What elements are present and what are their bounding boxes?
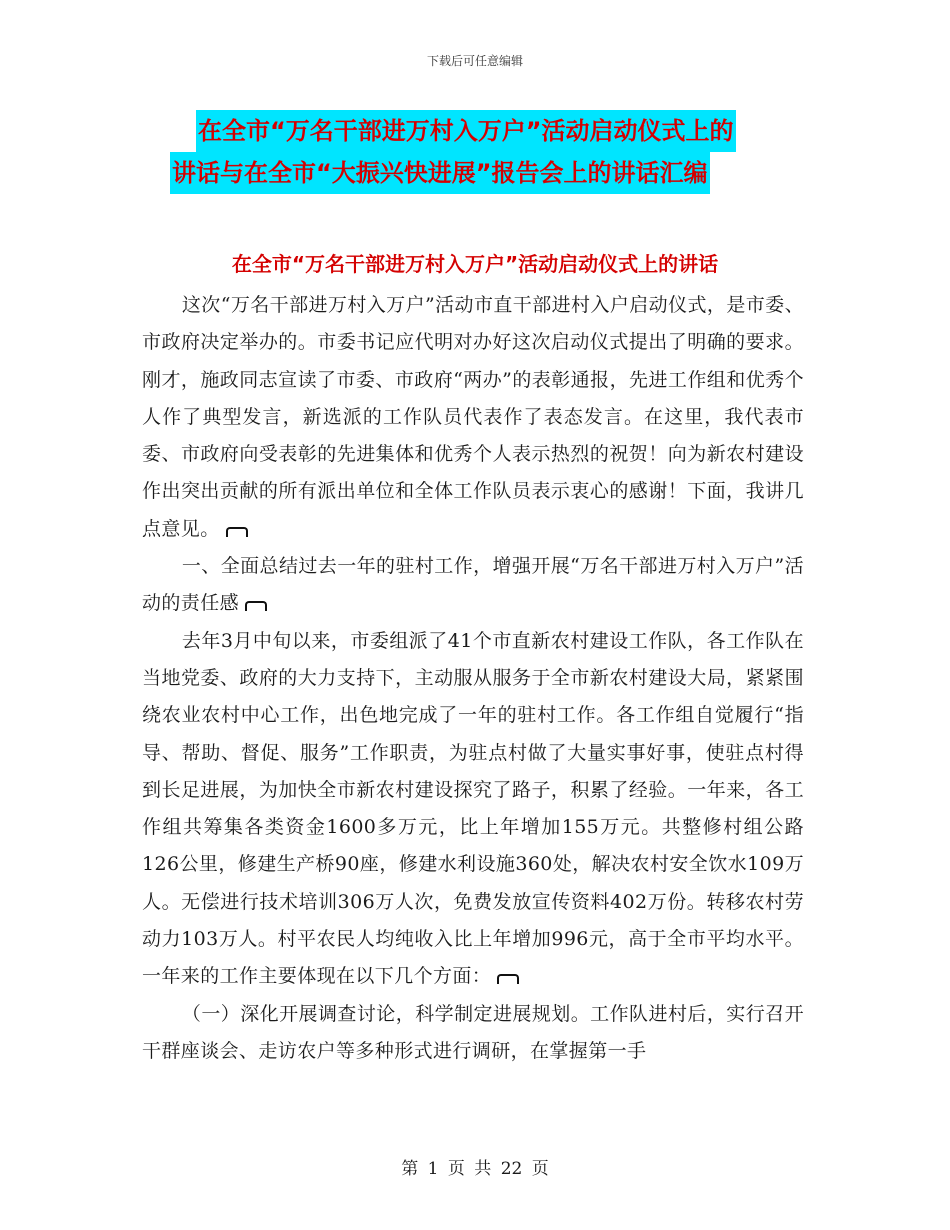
- paragraph-mark-icon: [497, 974, 519, 984]
- paragraph-4: （一）深化开展调查讨论，科学制定进展规划。工作队进村后，实行召开干群座谈会、走访农户等多种形式进行调研，在掌握第一手: [142, 1002, 804, 1062]
- page-footer: 第 1 页 共 22 页: [401, 1159, 549, 1179]
- title-line-1: 在全市“万名干部进万村入万户”活动启动仪式上的: [196, 110, 736, 152]
- paragraph-1: 这次“万名干部进万村入万户”活动市直干部进村入户启动仪式，是市委、市政府决定举办的。市委书记应代明对办好这次启动仪式提出了明确的要求。刚才，施政同志宣读了市委、市政府“两办”的表彰通报，先进工作组和优秀个人作了典型发言，新选派的工作队员代表作了表态发言。在这里，我代表市委、市政府向受表彰的先进集体和优秀个人表示热烈的祝贺！向为新农村建设作出突出贡献的所有派出单位和全体工作队员表示衷心的感谢！下面，我讲几点意见。: [142, 294, 804, 540]
- paragraph-mark-icon: [245, 601, 267, 611]
- document-title: [170, 110, 810, 194]
- header-note: 下载后可任意编辑: [426, 54, 523, 68]
- body-text: [142, 287, 804, 1070]
- paragraph-2: 一、全面总结过去一年的驻村工作，增强开展“万名干部进万村入万户”活动的责任感: [142, 555, 804, 615]
- paragraph-mark-icon: [226, 527, 248, 537]
- paragraph-3: 去年3月中旬以来，市委组派了41个市直新农村建设工作队，各工作队在当地党委、政府的大力支持下，主动服从服务于全市新农村建设大局，紧紧围绕农业农村中心工作，出色地完成了一年的驻村工作。各工作组自觉履行“指导、帮助、督促、服务”工作职责，为驻点村做了大量实事好事，使驻点村得到长足进展，为加快全市新农村建设探究了路子，积累了经验。一年来，各工作组共筹集各类资金1600多万元，比上年增加155万元。共整修村组公路126公里，修建生产桥90座，修建水利设施360处，解决农村安全饮水109万人。无偿进行技术培训306万人次，免费发放宣传资料402万份。转移农村劳动力103万人。村平农民人均纯收入比上年增加996元，高于全市平均水平。一年来的工作主要体现在以下几个方面：: [142, 629, 804, 988]
- section-title: 在全市“万名干部进万村入万户”活动启动仪式上的讲话: [231, 252, 719, 276]
- title-line-2: 讲话与在全市“大振兴快进展”报告会上的讲话汇编: [170, 152, 710, 194]
